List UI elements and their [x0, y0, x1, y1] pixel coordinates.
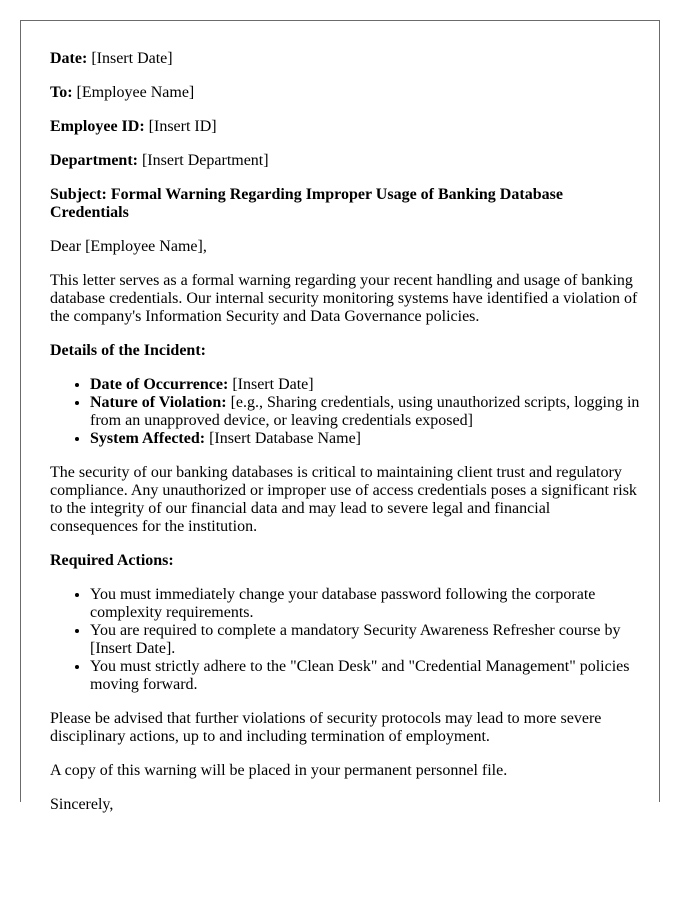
details-list — [50, 376, 640, 448]
employee-id-value: [Insert ID] — [144, 118, 217, 135]
to-label: To: — [50, 84, 73, 101]
to-line — [50, 84, 640, 102]
actions-heading-text: Required Actions: — [50, 552, 174, 569]
department-label: Department: — [50, 152, 138, 169]
actions-list — [50, 586, 640, 694]
list-item — [90, 430, 640, 448]
date-line — [50, 50, 640, 68]
list-item: • You must strictly adhere to the "Clean Desk" and "Credential Management" policies moving forward. — [90, 658, 640, 694]
detail-label: Nature of Violation: — [90, 394, 227, 411]
letter-page — [20, 20, 660, 813]
list-item — [90, 394, 640, 430]
department-line — [50, 152, 640, 170]
list-item: • You are required to complete a mandatory Security Awareness Refresher course by [Insert Date]. — [90, 622, 640, 658]
department-value: [Insert Department] — [137, 152, 269, 169]
detail-label: Date of Occurrence: — [90, 376, 229, 393]
file-note-paragraph: A copy of this warning will be placed in your permanent personnel file. — [50, 762, 508, 779]
detail-value: [Insert Database Name] — [205, 430, 361, 447]
employee-id-label: Employee ID: — [50, 118, 145, 135]
intro-paragraph: This letter serves as a formal warning regarding your recent handling and usage of banking database credentials. Our internal security monitoring systems have identified a violation of the company's Information Security and Data Governance policies. — [50, 272, 638, 325]
advisory-paragraph: Please be advised that further violations of security protocols may lead to more severe disciplinary actions, up to and including termination of employment. — [50, 710, 602, 745]
subject-line — [50, 186, 640, 222]
employee-id-line — [50, 118, 640, 136]
importance-paragraph: The security of our banking databases is critical to maintaining client trust and regulatory compliance. Any unauthorized or improper use of access credentials poses a significant risk to the integrity of our financial data and may lead to severe legal and financial consequences for the institution. — [50, 464, 637, 535]
detail-label: System Affected: — [90, 430, 206, 447]
date-label: Date: — [50, 50, 88, 67]
detail-value: [e.g., Sharing credentials, using unauthorized scripts, logging in from an unapproved device, or leaving credentials exposed] — [90, 394, 640, 429]
closing: Sincerely, — [50, 796, 114, 813]
to-value: [Employee Name] — [72, 84, 195, 101]
detail-value: [Insert Date] — [228, 376, 314, 393]
details-heading — [50, 342, 640, 360]
salutation: Dear [Employee Name], — [50, 238, 207, 255]
actions-heading — [50, 552, 640, 570]
list-item — [90, 376, 640, 394]
letter-body — [50, 50, 640, 830]
subject-text: Subject: Formal Warning Regarding Improper Usage of Banking Database Credentials — [50, 186, 563, 221]
details-heading-text: Details of the Incident: — [50, 342, 206, 359]
date-value: [Insert Date] — [87, 50, 173, 67]
list-item: • You must immediately change your database password following the corporate complexity requirements. — [90, 586, 640, 622]
